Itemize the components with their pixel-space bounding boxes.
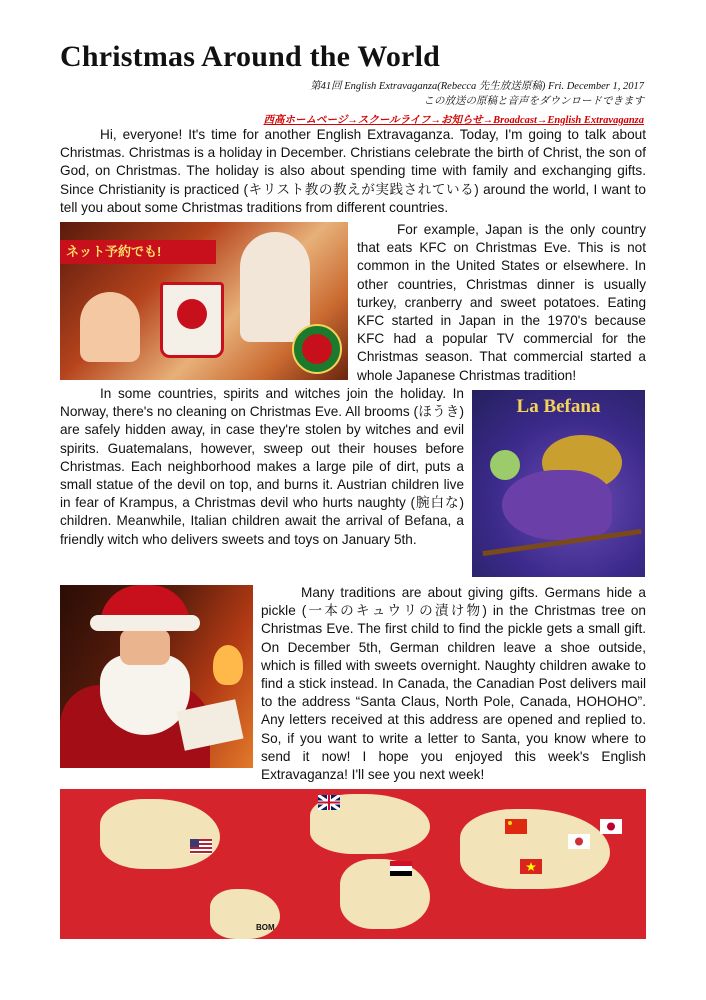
japan-flag-icon [600,819,622,834]
santa-photo [60,585,253,768]
gifts-text: Many traditions are about giving gifts. Germans hide a pickle (一本のキュウリの漬け物) in the Christmas tree on Christmas Eve. The first child to find the pickle gets a small gift. On December 5th, German children leave a shoe outside, which is filled with sweets overnight. Naughty children awake to find a stick instead. In Canada, the Canadian Post delivers mail to the address “Santa Claus, North Pole, Canada, HOHOHO”. Any letters received at this address are opened and replied to. So, if you want to write a letter to Santa, you know where to send it now! I hope you enjoyed this week's English Extravaganza! I'll see you next week! [261,585,646,783]
north-america-landmass [100,799,220,869]
befana-title: La Befana [516,396,601,417]
asia-landmass [460,809,610,889]
page-title: Christmas Around the World [60,40,440,73]
navigation-path-link[interactable]: 西高ホームページ→スクールライフ→お知らせ→Broadcast→English Extravaganza [263,115,644,126]
hat-fur [90,615,200,631]
korea-flag-icon [568,834,590,849]
download-note: この放送の原稿と音声をダウンロードできます [423,96,644,107]
vietnam-flag-icon [520,859,542,874]
witch-face [490,450,520,480]
kfc-bucket [160,282,224,358]
world-map-illustration [60,789,646,939]
map-label: BOM [256,923,275,932]
intro-text: Hi, everyone! It's time for another English Extravaganza. Today, I'm going to talk about Christmas. Christmas is a holiday in December. Christians celebrate the birth of Christ, the son of God, on Christmas. The holiday is also about spending time with family and exchanging gifts. Since Christianity is practiced (キリスト教の教えが実践されている) around the world, I want to tell you about some Christmas traditions from different countries. [60,127,646,215]
spirits-text: In some countries, spirits and witches join the holiday. In Norway, there's no cleaning on Christmas Eve. All brooms (ほうき) are safely hidden away, in case they're stolen by witches and evil spirits. Guatemalans, however, sweep out their houses before Christmas. Each neighborhood makes a large pile of dirt, puts a small statue of the devil on top, and burns it. Austrian children live in fear of Krampus, a Christmas devil who hurts naughty (腕白な) children. Meanwhile, Italian children await the arrival of Befana, a friendly witch who delivers sweets and toys on January 5th. [60,386,464,547]
usa-flag-icon [190,839,212,854]
broadcast-info: 第41回 English Extravaganza(Rebecca 先生放送原稿) Fri. December 1, 2017 [310,81,644,92]
kfc-wreath-logo [292,324,342,374]
kfc-paragraph [357,221,646,385]
logo-center [302,334,332,364]
uk-flag-icon [318,795,340,810]
africa-landmass [340,859,430,929]
santa-face [120,629,170,665]
witch-dress [502,470,612,540]
colonel-logo [177,299,207,329]
fireplace-glow [213,645,243,685]
china-flag-icon [505,819,527,834]
gifts-paragraph [261,584,646,784]
egypt-flag-icon [390,861,412,876]
child-figure [80,292,140,362]
kfc-text: For example, Japan is the only country that eats KFC on Christmas Eve. This is not common in the United States or elsewhere. In other countries, Christmas dinner is usually turkey, cranberry and sweet potatoes. Eating KFC started in Japan in the 1970's because KFC had a popular TV commercial for the Christmas season. That commercial started a whole Japanese Christmas tradition! [357,222,646,383]
befana-illustration [472,390,645,577]
intro-paragraph [60,126,646,217]
spirits-paragraph [60,385,464,549]
mother-figure [240,232,310,342]
kfc-banner: ネット予約でも! [60,240,216,264]
kfc-christmas-photo [60,222,348,380]
